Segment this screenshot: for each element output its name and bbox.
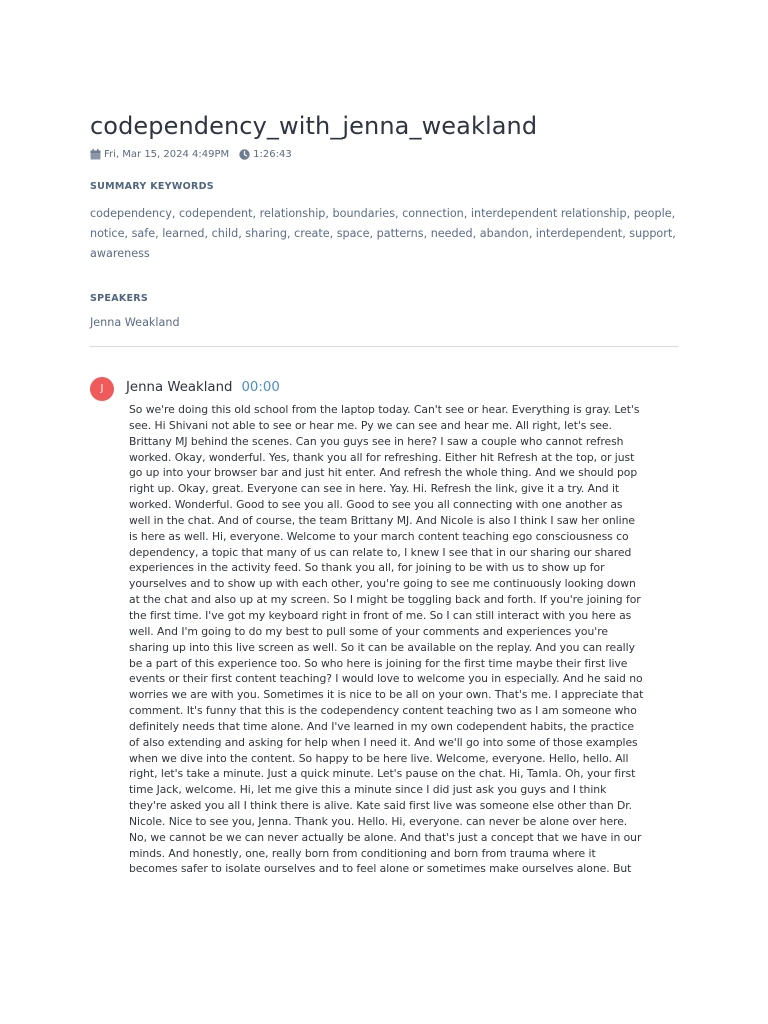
transcript-line: time Jack, welcome. Hi, let me give this a minute since I did just ask you guys and I think <box>129 783 607 797</box>
transcript-line: No, we cannot be we can never actually be alone. And that's just a concept that we have in our <box>129 830 642 844</box>
transcript-line: Brittany MJ behind the scenes. Can you guys see in here? I saw a couple who cannot refresh <box>129 434 624 448</box>
transcript-line: be a part of this experience too. So who here is joining for the first time maybe their first live <box>129 656 628 670</box>
transcript-line: right, let's take a minute. Just a quick minute. Let's pause on the chat. Hi, Tamla. Oh, your first <box>129 767 636 781</box>
transcript-line: worked. Okay, wonderful. Yes, thank you all for refreshing. Either hit Refresh at the top, or just <box>129 450 635 464</box>
divider <box>90 346 678 347</box>
transcript-line: comment. It's funny that this is the codependency content teaching two as I am someone who <box>129 704 637 718</box>
transcript-line: events or their first content teaching? I would love to welcome you in especially. And he said no <box>129 672 643 686</box>
transcript-line: they're asked you all I think there is alive. Kate said first live was someone else other than Dr. <box>129 799 633 813</box>
meta-duration: 1:26:43 <box>253 148 292 160</box>
transcript-line: of also extending and asking for help when I need it. And we'll go into some of those examples <box>129 735 638 749</box>
clock-icon <box>239 149 250 160</box>
calendar-icon <box>90 149 101 160</box>
transcript-line: Nicole. Nice to see you, Jenna. Thank you. Hello. Hi, everyone. can never be alone over here. <box>129 814 628 828</box>
transcript-line: well in the chat. And of course, the team Brittany MJ. And Nicole is also I think I saw her online <box>129 513 635 527</box>
transcript-line: So we're doing this old school from the laptop today. Can't see or hear. Everything is gray. Let's <box>129 403 640 416</box>
turn-header <box>126 380 280 395</box>
transcript-line: definitely needs that time alone. And I've learned in my own codependent habits, the practice <box>129 719 634 733</box>
transcript-line: worries we are with you. Sometimes it is nice to be all on your own. That's me. I appreciate that <box>129 688 644 702</box>
transcript-line: is here as well. Hi, everyone. Welcome to your march content teaching ego consciousness co <box>129 529 629 543</box>
transcript-line: when we dive into the content. So happy to be here live. Welcome, everyone. Hello, hello. All <box>129 751 629 765</box>
avatar: J <box>90 377 114 401</box>
transcript-line: go up into your browser bar and just hit enter. And refresh the whole thing. And we should pop <box>129 466 638 480</box>
speaker-list: Jenna Weakland <box>90 316 180 329</box>
transcript-line: experiences in the activity feed. So thank you all, for joining to be with us to show up for <box>129 561 605 575</box>
document-title: codependency_with_jenna_weakland <box>90 112 538 140</box>
transcript-line: at the chat and also up at my screen. So I might be toggling back and forth. If you're joining for <box>129 593 641 607</box>
summary-keywords-label: SUMMARY KEYWORDS <box>90 181 214 192</box>
summary-keywords: codependency, codependent, relationship, boundaries, connection, interdependent relationship, people, notice, safe, learned, child, sharing, create, space, patterns, needed, abandon, interdependent, support, awareness <box>90 207 676 260</box>
transcript-line: see. Hi Shivani not able to see or hear me. Py we can see and hear me. All right, let's see. <box>129 418 612 432</box>
speakers-label: SPEAKERS <box>90 293 149 304</box>
transcript-line: dependency, a topic that many of us can relate to, I knew I see that in our sharing our shared <box>129 545 632 559</box>
transcript-line: yourselves and to show up with each other, you're going to see me continuously looking down <box>129 577 636 591</box>
speaker-name: Jenna Weakland <box>126 380 233 395</box>
transcript-line: worked. Wonderful. Good to see you all. Good to see you all connecting with one another as <box>129 498 623 512</box>
transcript-line: minds. And honestly, one, really born from conditioning and born from trauma where it <box>129 846 596 860</box>
transcript-text <box>129 402 681 877</box>
timestamp-link[interactable]: 00:00 <box>241 380 280 395</box>
transcript-line: well. And I'm going to do my best to pull some of your comments and experiences you're <box>129 624 608 638</box>
transcript-line: becomes safer to isolate ourselves and to feel alone or sometimes make ourselves alone. But <box>129 862 632 876</box>
transcript-line: right up. Okay, great. Everyone can see in here. Yay. Hi. Refresh the link, give it a try. And it <box>129 482 620 496</box>
transcript-line: sharing up into this live screen as well. So it can be available on the replay. And you can really <box>129 640 635 654</box>
transcript-line: the first time. I've got my keyboard right in front of me. So I can still interact with you here as <box>129 608 632 622</box>
meta-row <box>90 146 292 162</box>
meta-date: Fri, Mar 15, 2024 4:49PM <box>104 148 230 160</box>
